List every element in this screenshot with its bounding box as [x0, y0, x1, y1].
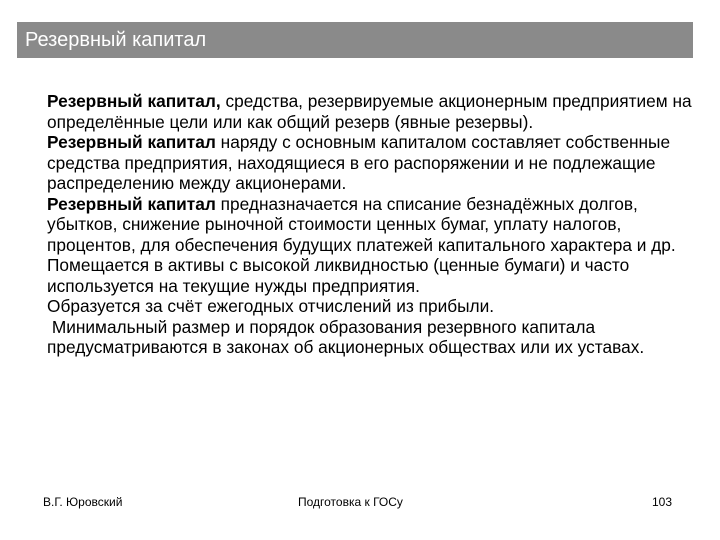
slide-body: [47, 91, 697, 358]
paragraph-placement: Помещается в активы с высокой ликвидностью (ценные бумаги) и часто используется на текущие нужды предприятия.: [47, 255, 630, 296]
footer-author: В.Г. Юровский: [43, 495, 123, 509]
paragraph-text: наряду с основным капиталом составляет собственные средства предприятия, находящиеся в его распоряжении и не подлежащие распределению между акционерами.: [47, 132, 671, 193]
paragraph-text: средства, резервируемые акционерным предприятием на определённые цели или как общий резерв (явные резервы).: [47, 91, 692, 132]
paragraph-regulation: Минимальный размер и порядок образования резервного капитала предусматриваются в законах об акционерных обществах или их уставах.: [47, 316, 645, 357]
term-bold: Резервный капитал: [47, 132, 216, 152]
footer-course: Подготовка к ГОСу: [298, 495, 403, 509]
slide-title-bar: [17, 22, 693, 58]
paragraph-composition: [47, 132, 697, 194]
slide-title: Резервный капитал: [25, 29, 207, 51]
paragraph-text: предназначается на списание безнадёжных долгов, убытков, снижение рыночной стоимости ценных бумаг, уплату налогов, процентов, для обеспечения будущих платежей капитального характера и др.: [47, 193, 676, 255]
term-bold: Резервный капитал: [47, 193, 216, 214]
footer-page-number: 103: [652, 495, 673, 509]
term-bold: Резервный капитал,: [47, 91, 221, 111]
paragraph-formation: Образуется за счёт ежегодных отчислений из прибыли.: [47, 296, 495, 316]
paragraph-purpose: [47, 194, 697, 256]
paragraph-definition: [47, 91, 697, 132]
